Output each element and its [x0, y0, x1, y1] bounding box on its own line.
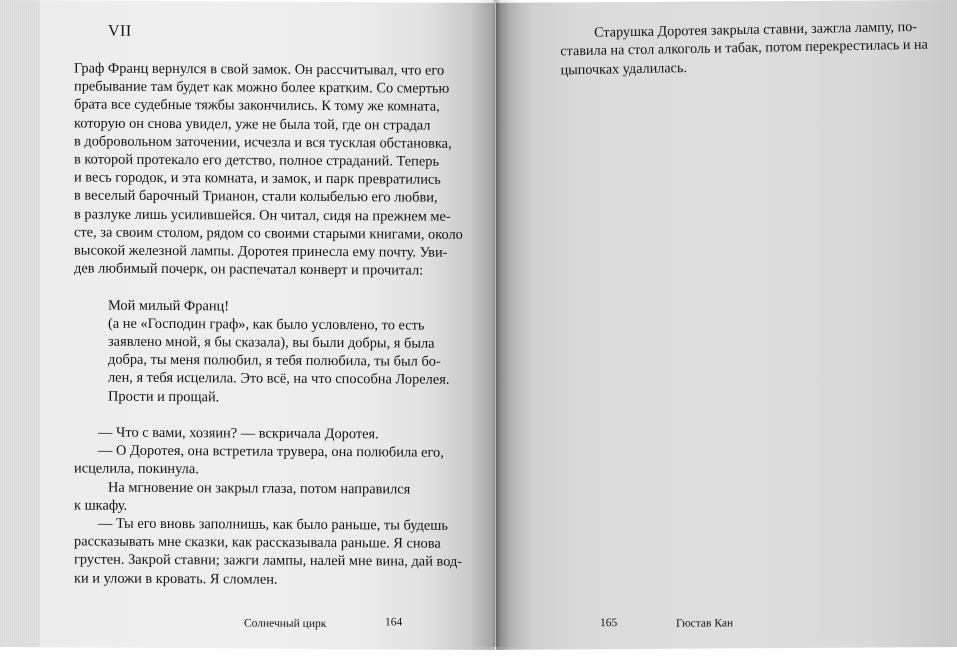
text-line: Старушка Доротея закрыла ставни, зажгла лампу, по-	[594, 18, 918, 41]
text-line: в добровольном заточении, исчезла и вся тусклая обстановка,	[74, 133, 452, 152]
dialogue-line: — Что с вами, хозяин? — вскричала Доротея.	[98, 424, 379, 443]
text-line: сте, за своим столом, рядом со своими старыми книгами, около	[74, 224, 463, 243]
right-page-text	[560, 18, 929, 80]
dialogue-line: — Ты его вновь заполнишь, как было раньше, ты будешь	[98, 515, 448, 534]
dialogue-line: — О Доротея, она встретила трувера, она полюбила его,	[98, 442, 444, 461]
chapter-heading: VII	[108, 22, 132, 40]
text-line: брата все судебные тяжбы закончились. К тому же комната,	[74, 96, 440, 116]
text-line: в веселый барочный Трианон, стали колыбелью его любви,	[74, 187, 438, 207]
text-line: дев любимый почерк, он распечатал конверт и прочитал:	[74, 260, 424, 279]
text-line: в которой протекало его детство, полное страданий. Теперь	[74, 151, 440, 170]
left-page-text	[74, 59, 463, 589]
letter-line: лен, я тебя исцелила. Это всё, на что способна Лорелея.	[108, 370, 450, 389]
dialogue-line: На мгновение он закрыл глаза, потом направился	[108, 479, 411, 498]
text-line: которую он снова увидел, уже не была той, где он страдал	[74, 115, 431, 134]
letter-line: Прости и прощай.	[108, 388, 220, 405]
text-line: Граф Франц вернулся в свой замок. Он рассчитывал, что его	[74, 60, 445, 79]
text-line: в разлуке лишь усилившейся. Он читал, сидя на прежнем ме-	[74, 206, 451, 225]
page-number: 165	[600, 617, 618, 630]
running-footer-author: Гюстав Кан	[676, 617, 734, 630]
letter-line: Мой милый Франц!	[108, 297, 230, 315]
letter-line: (а не «Господин граф», как было условлено, то есть	[108, 315, 425, 334]
dialogue-line: ки и уложи в кровать. Я сломлен.	[74, 570, 278, 588]
dialogue-line: к шкафу.	[74, 497, 128, 514]
text-line: пребывание там будет как можно более кратким. Со смертью	[74, 78, 450, 97]
text-line: и весь городок, и эта комната, и замок, и парк превратились	[74, 169, 441, 188]
text-line: ставила на стол алкоголь и табак, потом перекрестилась и на	[560, 37, 929, 60]
letter-line: добра, ты меня полюбил, я тебя полюбила, ты был бо-	[108, 351, 441, 370]
page-number: 164	[385, 616, 403, 629]
paragraph-gap	[74, 278, 446, 298]
letter-line: заявлено мной, я бы сказала), вы были добры, я была	[108, 333, 435, 352]
right-page	[496, 0, 957, 650]
text-line: цыпочках удалилась.	[560, 59, 688, 79]
dialogue-line: грустен. Закрой ставни; зажги лампы, налей мне вина, дай вод-	[74, 551, 463, 571]
running-footer-title: Солнечный цирк	[244, 617, 327, 630]
text-line: высокой железной лампы. Доротея принесла ему почту. Уви-	[74, 242, 448, 261]
dialogue-line: рассказывать мне сказки, как рассказывала раньше. Я снова	[74, 533, 441, 552]
paragraph-gap	[74, 405, 446, 425]
dialogue-line: исцелила, покинула.	[74, 460, 199, 478]
